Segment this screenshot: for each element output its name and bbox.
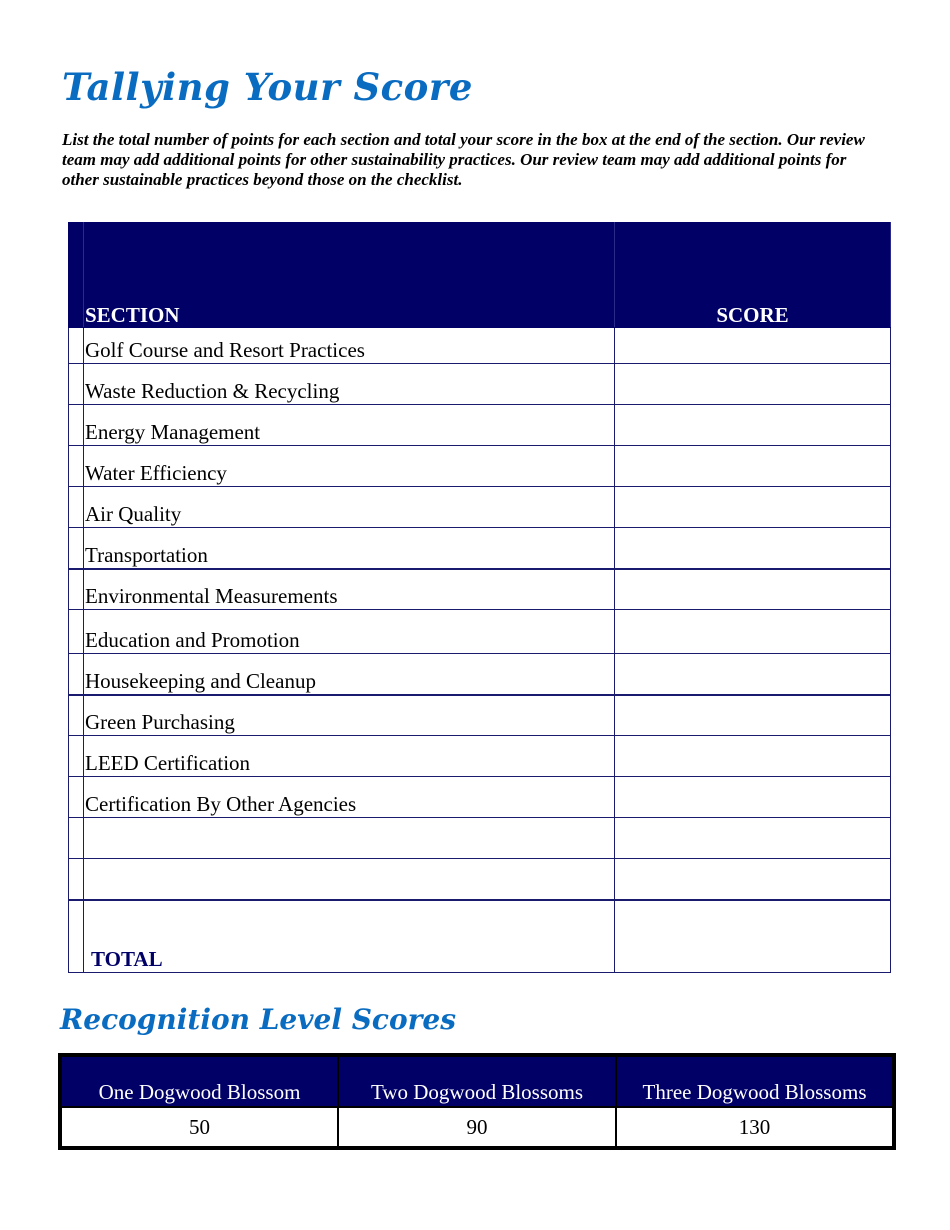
score-entry-cell[interactable] bbox=[615, 818, 891, 859]
section-label: Water Efficiency bbox=[84, 446, 615, 487]
score-entry-cell[interactable] bbox=[615, 487, 891, 528]
recognition-header-row bbox=[60, 1055, 894, 1107]
section-label: Certification By Other Agencies bbox=[84, 777, 615, 818]
table-row bbox=[69, 364, 891, 405]
row-spacer-cell bbox=[69, 487, 84, 528]
score-entry-cell[interactable] bbox=[615, 654, 891, 695]
table-row bbox=[69, 610, 891, 654]
table-row bbox=[69, 528, 891, 569]
row-spacer-cell bbox=[69, 777, 84, 818]
section-label: Waste Reduction & Recycling bbox=[84, 364, 615, 405]
score-table bbox=[68, 222, 891, 973]
row-spacer-cell bbox=[69, 818, 84, 859]
page-title: Tallying Your Score bbox=[62, 65, 473, 109]
score-entry-cell[interactable] bbox=[615, 610, 891, 654]
level-score: 130 bbox=[616, 1107, 894, 1148]
score-entry-cell[interactable] bbox=[615, 777, 891, 818]
level-score: 50 bbox=[60, 1107, 338, 1148]
score-entry-cell[interactable] bbox=[615, 695, 891, 736]
level-name: Two Dogwood Blossoms bbox=[338, 1055, 616, 1107]
row-spacer-cell bbox=[69, 654, 84, 695]
row-spacer-cell bbox=[69, 328, 84, 364]
section-label: Transportation bbox=[84, 528, 615, 569]
table-row bbox=[69, 405, 891, 446]
table-row bbox=[69, 818, 891, 859]
section-label: LEED Certification bbox=[84, 736, 615, 777]
score-entry-cell[interactable] bbox=[615, 405, 891, 446]
row-spacer-cell bbox=[69, 528, 84, 569]
score-entry-cell[interactable] bbox=[615, 736, 891, 777]
table-row bbox=[69, 328, 891, 364]
score-entry-cell[interactable] bbox=[615, 364, 891, 405]
level-score: 90 bbox=[338, 1107, 616, 1148]
section-label: Energy Management bbox=[84, 405, 615, 446]
recognition-table bbox=[58, 1053, 896, 1150]
row-spacer-cell bbox=[69, 446, 84, 487]
section-label: Environmental Measurements bbox=[84, 569, 615, 610]
score-entry-cell[interactable] bbox=[615, 328, 891, 364]
section-label: Education and Promotion bbox=[84, 610, 615, 654]
section-label: Housekeeping and Cleanup bbox=[84, 654, 615, 695]
table-row bbox=[69, 487, 891, 528]
table-row bbox=[69, 654, 891, 695]
intro-paragraph: List the total number of points for each section and total your score in the box at the end of the section. Our review team may add additional points for other sustainability practices. Our review team may add additional points for other sustainable practices beyond those on the checklist. bbox=[62, 130, 865, 189]
row-spacer-cell bbox=[69, 610, 84, 654]
level-name: One Dogwood Blossom bbox=[60, 1055, 338, 1107]
total-score-cell[interactable] bbox=[615, 900, 891, 973]
recognition-score-row bbox=[60, 1107, 894, 1148]
section-label-blank[interactable] bbox=[84, 818, 615, 859]
score-table-header-row bbox=[69, 223, 891, 328]
table-row bbox=[69, 446, 891, 487]
section-label: Green Purchasing bbox=[84, 695, 615, 736]
total-label: TOTAL bbox=[84, 900, 615, 973]
table-row bbox=[69, 777, 891, 818]
total-row bbox=[69, 900, 891, 973]
header-spacer-cell bbox=[69, 223, 84, 328]
score-entry-cell[interactable] bbox=[615, 446, 891, 487]
score-entry-cell[interactable] bbox=[615, 528, 891, 569]
row-spacer-cell bbox=[69, 364, 84, 405]
level-name: Three Dogwood Blossoms bbox=[616, 1055, 894, 1107]
table-row bbox=[69, 569, 891, 610]
section-label: Air Quality bbox=[84, 487, 615, 528]
row-spacer-cell bbox=[69, 405, 84, 446]
section-label-blank[interactable] bbox=[84, 859, 615, 900]
recognition-title: Recognition Level Scores bbox=[60, 1003, 456, 1036]
score-column-header: SCORE bbox=[615, 223, 891, 328]
section-column-header: SECTION bbox=[84, 223, 615, 328]
row-spacer-cell bbox=[69, 736, 84, 777]
table-row bbox=[69, 859, 891, 900]
row-spacer-cell bbox=[69, 695, 84, 736]
score-entry-cell[interactable] bbox=[615, 569, 891, 610]
row-spacer-cell bbox=[69, 859, 84, 900]
row-spacer-cell bbox=[69, 569, 84, 610]
table-row bbox=[69, 736, 891, 777]
row-spacer-cell bbox=[69, 900, 84, 973]
table-row bbox=[69, 695, 891, 736]
section-label: Golf Course and Resort Practices bbox=[84, 328, 615, 364]
score-entry-cell[interactable] bbox=[615, 859, 891, 900]
